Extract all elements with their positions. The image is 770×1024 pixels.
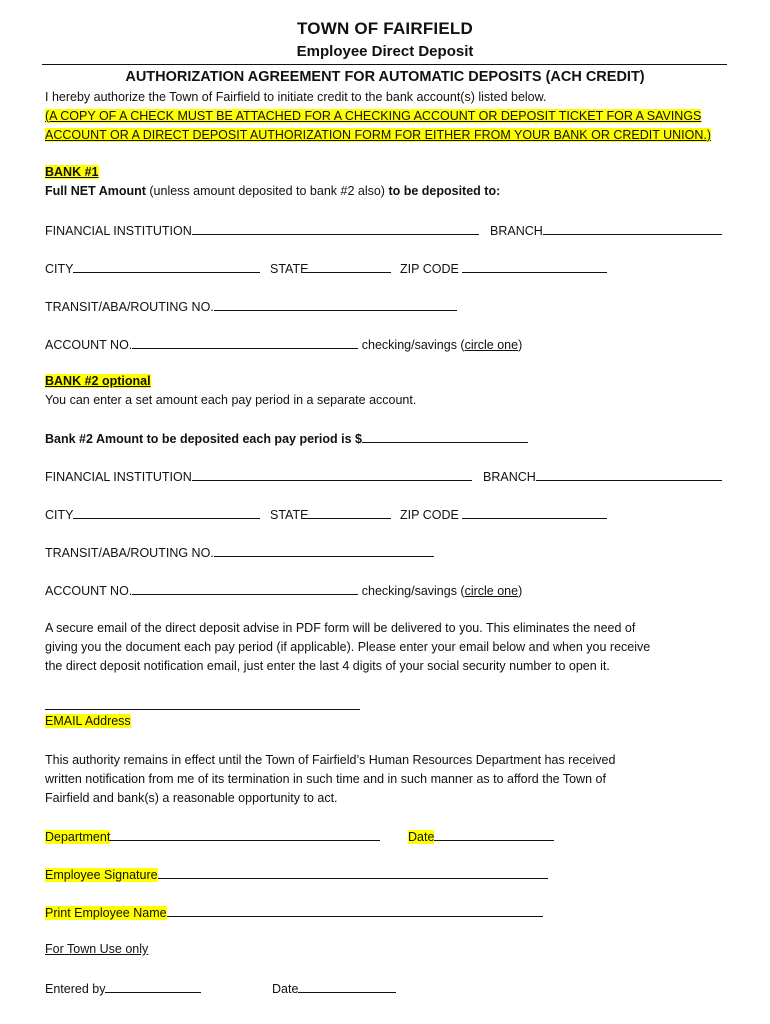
close-paren: ) — [518, 584, 523, 598]
town-use-date-label: Date — [272, 982, 299, 996]
print-name-label: Print Employee Name — [45, 906, 167, 920]
email-label: EMAIL Address — [45, 714, 131, 728]
close-paren: ) — [518, 338, 523, 352]
bank1-amount-text — [45, 184, 500, 198]
bank2-account-field[interactable] — [132, 582, 358, 595]
form-title: TOWN OF FAIRFIELD — [297, 19, 473, 38]
email-field[interactable] — [45, 697, 360, 710]
city-label: CITY — [45, 262, 74, 276]
bank1-amount-bold: Full NET Amount — [45, 184, 146, 198]
warning-line-2: ACCOUNT OR A DIRECT DEPOSIT AUTHORIZATION FORM FOR EITHER FROM YOUR BANK OR CREDIT UNION.) — [45, 128, 712, 142]
checking-savings-label: checking/savings ( — [361, 338, 465, 352]
signature-date-label: Date — [408, 830, 435, 844]
bank2-financial-institution-field[interactable] — [192, 468, 472, 481]
email-paragraph — [45, 619, 735, 676]
bank2-city-row — [45, 506, 260, 522]
bank1-account-row — [45, 336, 522, 352]
bank1-branch-row — [490, 222, 722, 238]
bank1-city-row — [45, 260, 260, 276]
entered-by-label: Entered by — [45, 982, 106, 996]
employee-signature-label: Employee Signature — [45, 868, 158, 882]
agreement-heading: AUTHORIZATION AGREEMENT FOR AUTOMATIC DEPOSITS (ACH CREDIT) — [125, 69, 645, 85]
bank2-note: You can enter a set amount each pay period in a separate account. — [45, 393, 417, 407]
authority-paragraph — [45, 751, 735, 808]
bank1-routing-row — [45, 298, 457, 314]
bank2-routing-field[interactable] — [214, 544, 434, 557]
print-name-row — [45, 904, 543, 920]
warning-line-1: (A COPY OF A CHECK MUST BE ATTACHED FOR A CHECKING ACCOUNT OR DEPOSIT TICKET FOR A SAVINGS — [45, 109, 702, 123]
account-label: ACCOUNT NO. — [45, 338, 133, 352]
town-use-date-field[interactable] — [298, 980, 396, 993]
email-paragraph-line-3: the direct deposit notification email, just enter the last 4 digits of your social security number to open it. — [45, 659, 610, 673]
town-use-date-row — [272, 980, 396, 996]
bank2-heading — [45, 374, 151, 388]
print-name-field[interactable] — [167, 904, 543, 917]
town-use-heading-row — [45, 942, 148, 956]
checking-savings-label: checking/savings ( — [361, 584, 465, 598]
intro-text: I hereby authorize the Town of Fairfield to initiate credit to the bank account(s) listed below. — [45, 90, 547, 104]
header-divider — [42, 64, 727, 65]
signature-date-row — [408, 828, 554, 844]
bank2-zip-row — [400, 506, 607, 522]
bank1-branch-field[interactable] — [543, 222, 722, 235]
bank1-state-field[interactable] — [308, 260, 391, 273]
bank1-zip-row — [400, 260, 607, 276]
bank2-amount-field[interactable] — [362, 430, 528, 443]
financial-institution-label: FINANCIAL INSTITUTION — [45, 224, 192, 238]
bank1-heading-text: BANK #1 — [45, 165, 99, 179]
bank1-state-row — [270, 260, 391, 276]
account-label: ACCOUNT NO. — [45, 584, 133, 598]
town-use-heading: For Town Use only — [45, 942, 149, 956]
city-label: CITY — [45, 508, 74, 522]
bank2-city-field[interactable] — [73, 506, 260, 519]
bank1-institution-row — [45, 222, 479, 238]
bank2-state-field[interactable] — [308, 506, 391, 519]
bank1-city-field[interactable] — [73, 260, 260, 273]
bank2-branch-field[interactable] — [536, 468, 722, 481]
bank2-amount-label: Bank #2 Amount to be deposited each pay period is $ — [45, 432, 362, 446]
bank2-state-row — [270, 506, 391, 522]
circle-one-label: circle one — [464, 584, 519, 598]
routing-label: TRANSIT/ABA/ROUTING NO. — [45, 546, 214, 560]
bank2-zip-field[interactable] — [462, 506, 607, 519]
employee-signature-field[interactable] — [158, 866, 548, 879]
routing-label: TRANSIT/ABA/ROUTING NO. — [45, 300, 214, 314]
bank2-institution-row — [45, 468, 472, 484]
bank1-heading — [45, 165, 99, 179]
form-subtitle: Employee Direct Deposit — [296, 43, 474, 60]
financial-institution-label: FINANCIAL INSTITUTION — [45, 470, 192, 484]
bank1-zip-field[interactable] — [462, 260, 607, 273]
email-paragraph-line-1: A secure email of the direct deposit advise in PDF form will be delivered to you. This eliminates the need of — [45, 621, 636, 635]
zip-label: ZIP CODE — [400, 508, 459, 522]
state-label: STATE — [270, 262, 309, 276]
department-row — [45, 828, 380, 844]
bank2-routing-row — [45, 544, 434, 560]
authority-paragraph-line-3: Fairfield and bank(s) a reasonable opportunity to act. — [45, 791, 338, 805]
zip-label: ZIP CODE — [400, 262, 459, 276]
bank2-account-row — [45, 582, 522, 598]
entered-by-row — [45, 980, 201, 996]
department-label: Department — [45, 830, 111, 844]
bank1-account-field[interactable] — [132, 336, 358, 349]
employee-signature-row — [45, 866, 548, 882]
signature-date-field[interactable] — [434, 828, 554, 841]
branch-label: BRANCH — [483, 470, 536, 484]
bank2-heading-text: BANK #2 optional — [45, 374, 151, 388]
bank1-amount-note: (unless amount deposited to bank #2 also) — [145, 184, 389, 198]
department-field[interactable] — [110, 828, 380, 841]
authority-paragraph-line-1: This authority remains in effect until the Town of Fairfield’s Human Resources Department has received — [45, 753, 616, 767]
authority-paragraph-line-2: written notification from me of its termination in such time and in such manner as to afford the Town of — [45, 772, 606, 786]
bank1-routing-field[interactable] — [214, 298, 457, 311]
bank1-amount-bold-2: to be deposited to: — [388, 184, 501, 198]
circle-one-label: circle one — [464, 338, 519, 352]
entered-by-field[interactable] — [105, 980, 201, 993]
warning-notice — [45, 107, 711, 145]
bank2-amount-row — [45, 430, 528, 446]
bank1-financial-institution-field[interactable] — [192, 222, 479, 235]
branch-label: BRANCH — [490, 224, 543, 238]
email-label-row — [45, 714, 131, 728]
bank2-branch-row — [483, 468, 722, 484]
email-paragraph-line-2: giving you the document each pay period (if applicable). Please enter your email below and when you receive — [45, 640, 651, 654]
state-label: STATE — [270, 508, 309, 522]
